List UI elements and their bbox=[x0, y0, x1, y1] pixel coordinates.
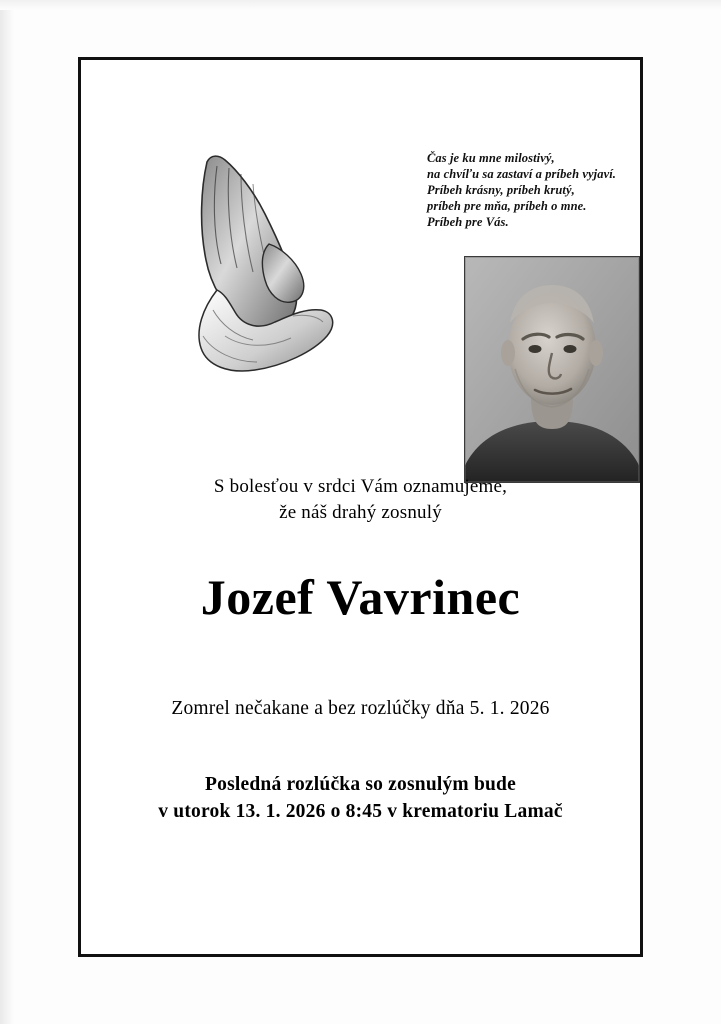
verse-line-4: príbeh pre mňa, príbeh o mne. bbox=[427, 199, 587, 213]
farewell-details bbox=[81, 772, 640, 826]
mourning-card bbox=[78, 57, 643, 957]
deceased-name: Jozef Vavrinec bbox=[200, 569, 521, 625]
praying-hands-icon bbox=[173, 140, 348, 380]
announcement-text bbox=[81, 474, 640, 525]
scan-edge-shadow-left bbox=[0, 0, 14, 1024]
portrait-photo bbox=[464, 256, 640, 483]
verse-line-2: na chvíľu sa zastaví a príbeh vyjaví. bbox=[427, 167, 617, 181]
death-notice: Zomrel nečakane a bez rozlúčky dňa 5. 1. 2026 bbox=[171, 698, 550, 719]
verse-line-5: Príbeh pre Vás. bbox=[427, 215, 509, 229]
verse-text bbox=[427, 150, 637, 230]
scan-edge-shadow-top bbox=[0, 0, 721, 10]
farewell-line-2: v utorok 13. 1. 2026 o 8:45 v krematoriu Lamač bbox=[158, 800, 563, 822]
announcement-line-2: že náš drahý zosnulý bbox=[279, 501, 442, 523]
farewell-line-1: Posledná rozlúčka so zosnulým bude bbox=[205, 774, 516, 795]
announcement-line-1: S bolesťou v srdci Vám oznamujeme, bbox=[213, 476, 508, 497]
verse-line-3: Príbeh krásny, príbeh krutý, bbox=[427, 183, 575, 197]
verse-line-1: Čas je ku mne milostivý, bbox=[427, 151, 555, 165]
